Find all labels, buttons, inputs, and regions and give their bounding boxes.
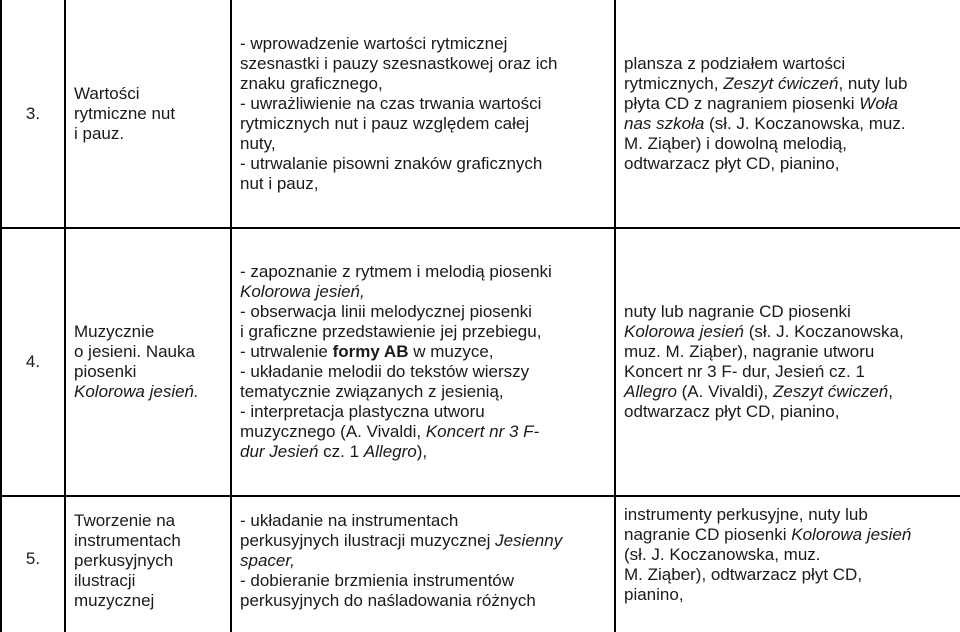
material-line: M. Ziąber), odtwarzacz płyt CD,: [624, 565, 863, 584]
material-line: nas szkoła (sł. J. Koczanowska, muz.: [624, 113, 906, 133]
lesson-number-text: 3.: [25, 103, 41, 123]
lesson-number-text: 5.: [25, 549, 41, 568]
lesson-number-text: 4.: [25, 352, 41, 371]
material-line: nagranie CD piosenki Kolorowa jesień: [624, 525, 912, 544]
lesson-topic: [65, 0, 231, 228]
goal-line: - utrwalanie pisowni znaków graficznych: [240, 153, 543, 173]
goal-line: - uwrażliwienie na czas trwania wartości: [240, 93, 542, 113]
goal-line: spacer,: [240, 551, 295, 570]
material-line: M. Ziąber) i dowolną melodią,: [624, 133, 847, 153]
goal-line: - interpretacja plastyczna utworu: [240, 402, 485, 421]
topic-line: rytmiczne nut: [74, 103, 176, 123]
material-line: muz. M. Ziąber), nagranie utworu: [624, 342, 875, 361]
goal-line: znaku graficznego,: [240, 73, 383, 93]
material-line: plansza z podziałem wartości: [624, 53, 846, 73]
topic-line: piosenki: [74, 362, 137, 381]
topic-line: o jesieni. Nauka: [74, 342, 195, 361]
material-line: płyta CD z nagraniem piosenki Woła: [624, 93, 899, 113]
goal-line: - dobieranie brzmienia instrumentów: [240, 571, 515, 590]
topic-line: Tworzenie na: [74, 511, 176, 530]
goal-line: - obserwacja linii melodycznej piosenki: [240, 302, 532, 321]
material-line: nuty lub nagranie CD piosenki: [624, 302, 851, 321]
material-line: instrumenty perkusyjne, nuty lub: [624, 505, 868, 524]
topic-line: perkusyjnych: [74, 551, 174, 570]
lesson-materials: [615, 0, 960, 228]
table-row: [1, 0, 960, 228]
lesson-goals: [231, 496, 615, 632]
goal-line: nut i pauz,: [240, 173, 319, 193]
goal-line: - układanie melodii do tekstów wierszy: [240, 362, 530, 381]
goal-line: - wprowadzenie wartości rytmicznej: [240, 33, 508, 53]
topic-line: Wartości: [74, 83, 140, 103]
goal-line: - zapoznanie z rytmem i melodią piosenki: [240, 262, 552, 281]
material-line: Kolorowa jesień (sł. J. Koczanowska,: [624, 322, 904, 341]
material-line: pianino,: [624, 585, 684, 604]
goal-line: muzycznego (A. Vivaldi, Koncert nr 3 F-: [240, 422, 540, 441]
material-line: odtwarzacz płyt CD, pianino,: [624, 153, 840, 173]
goal-line: - układanie na instrumentach: [240, 511, 459, 530]
topic-line: i pauz.: [74, 123, 125, 143]
topic-line: Kolorowa jesień.: [74, 382, 199, 401]
lesson-materials: [615, 228, 960, 496]
goal-line: i graficzne przedstawienie jej przebiegu,: [240, 322, 542, 341]
goal-line: Kolorowa jesień,: [240, 282, 365, 301]
goal-line: perkusyjnych ilustracji muzycznej Jesienny: [240, 531, 563, 550]
lesson-number: [1, 0, 65, 228]
table-row: [1, 228, 960, 496]
material-line: odtwarzacz płyt CD, pianino,: [624, 402, 840, 421]
goal-line: nuty,: [240, 133, 276, 153]
lesson-topic: [65, 228, 231, 496]
lesson-number: [1, 496, 65, 632]
goal-line: szesnastki i pauzy szesnastkowej oraz ich: [240, 53, 558, 73]
topic-line: instrumentach: [74, 531, 181, 550]
material-line: rytmicznych, Zeszyt ćwiczeń, nuty lub: [624, 73, 908, 93]
lesson-goals: [231, 0, 615, 228]
lesson-goals: [231, 228, 615, 496]
table-row: [1, 496, 960, 632]
goal-line: rytmicznych nut i pauz względem całej: [240, 113, 530, 133]
material-line: (sł. J. Koczanowska, muz.: [624, 545, 821, 564]
material-line: Allegro (A. Vivaldi), Zeszyt ćwiczeń,: [624, 382, 893, 401]
goal-line: perkusyjnych do naśladowania różnych: [240, 591, 536, 610]
goal-line: tematycznie związanych z jesienią,: [240, 382, 504, 401]
goal-line: dur Jesień cz. 1 Allegro),: [240, 442, 428, 461]
topic-line: Muzycznie: [74, 322, 155, 341]
goal-line: - utrwalenie formy AB w muzyce,: [240, 342, 494, 361]
topic-line: ilustracji: [74, 571, 136, 590]
lesson-topic: [65, 496, 231, 632]
material-line: Koncert nr 3 F- dur, Jesień cz. 1: [624, 362, 865, 381]
lesson-materials: [615, 496, 960, 632]
topic-line: muzycznej: [74, 591, 155, 610]
lesson-number: [1, 228, 65, 496]
